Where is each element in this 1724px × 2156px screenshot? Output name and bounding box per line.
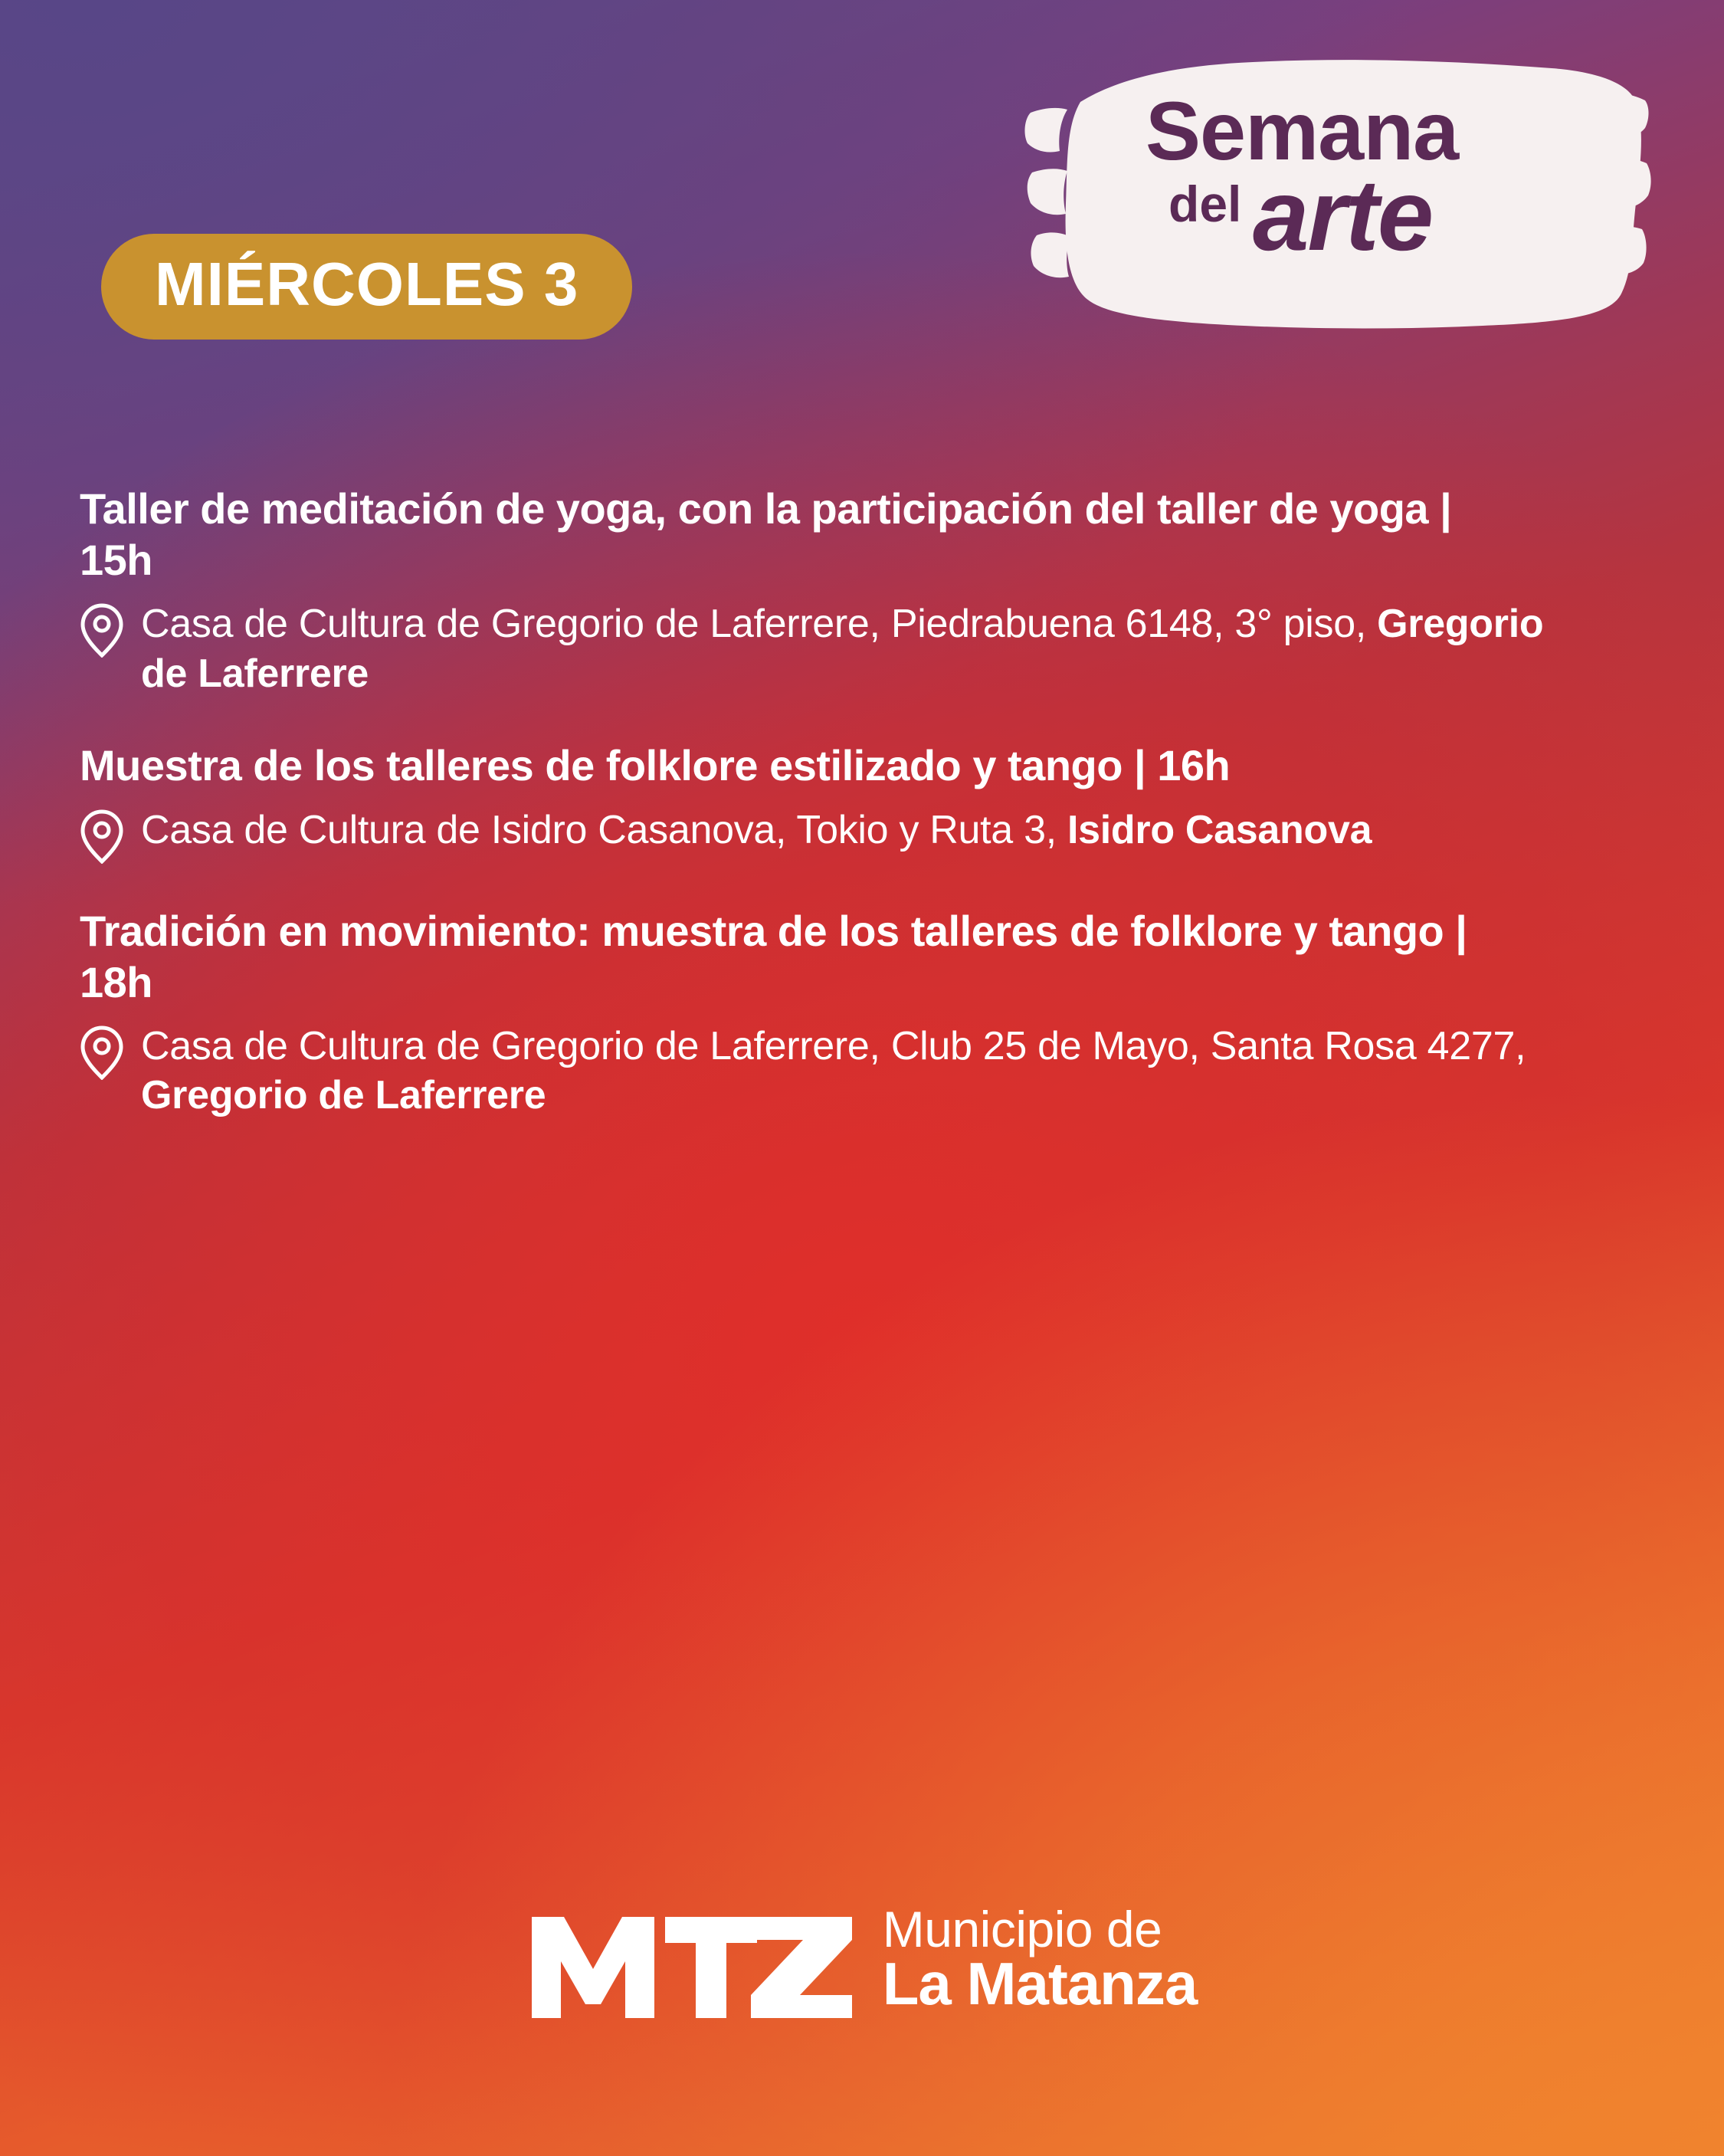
municipality-line-1: Municipio de [882,1900,1162,1957]
municipality-wordmark [882,1900,1198,2017]
event-location-text [141,1022,1551,1121]
semana-del-arte-wordmark [1023,42,1651,341]
logo-word-semana: Semana [1146,84,1459,177]
event-item [80,483,1620,698]
event-title: Taller de meditación de yoga, con la participación del taller de yoga | 15h [80,484,1452,585]
location-highlight: Gregorio de Laferrere [141,602,1544,696]
map-pin-icon [80,809,124,864]
event-location-text [141,599,1551,698]
semana-del-arte-logo [1023,42,1651,341]
date-badge: MIÉRCOLES 3 [101,234,632,340]
event-location [80,1022,1620,1121]
municipality-logo [0,1895,1724,2022]
location-plain: Casa de Cultura de Gregorio de Laferrere, Piedrabuena 6148, 3° piso, [141,602,1378,647]
event-item [80,740,1620,863]
logo-word-arte: arte [1253,159,1433,271]
location-plain: Casa de Cultura de Isidro Casanova, Tokio y Ruta 3, [141,807,1067,852]
location-plain: Casa de Cultura de Gregorio de Laferrere, Club 25 de Mayo, Santa Rosa 4277, [141,1023,1526,1068]
event-location-text [141,806,1372,855]
mtz-monogram-icon [527,1895,857,2022]
logo-word-del: del [1168,176,1242,232]
event-title: Tradición en movimiento: muestra de los talleres de folklore y tango | 18h [80,906,1467,1006]
municipality-line-2: La Matanza [882,1949,1198,2017]
event-location [80,599,1620,698]
location-highlight: Gregorio de Laferrere [141,1073,546,1118]
event-item [80,905,1620,1121]
events-list [80,483,1620,1162]
event-location [80,806,1620,864]
event-title: Muestra de los talleres de folklore estilizado y tango | 16h [80,741,1231,790]
map-pin-icon [80,602,124,658]
location-highlight: Isidro Casanova [1067,807,1372,852]
map-pin-icon [80,1025,124,1080]
